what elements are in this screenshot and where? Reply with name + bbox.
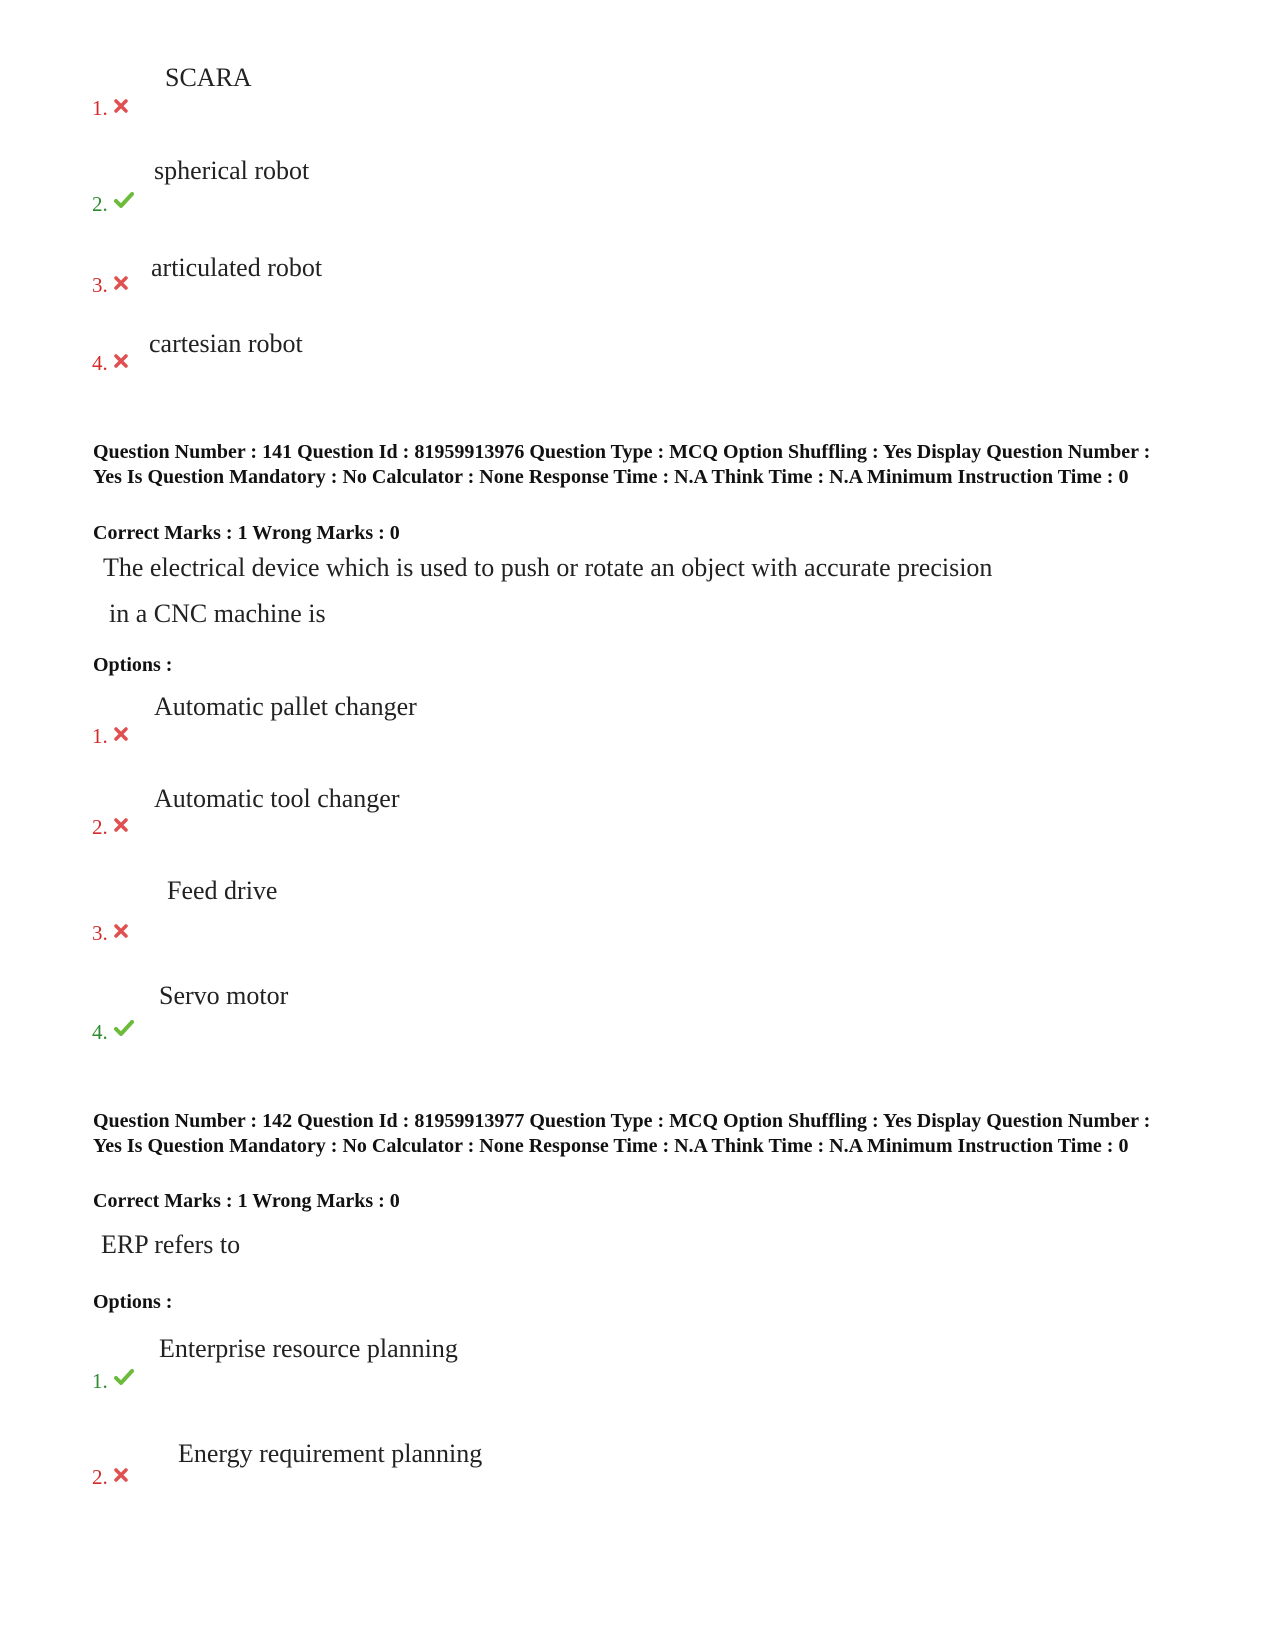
option-text: SCARA — [165, 63, 252, 92]
question-marks: Correct Marks : 1 Wrong Marks : 0 — [93, 1190, 400, 1212]
option-number: 2. — [92, 191, 134, 216]
cross-icon — [114, 727, 128, 741]
question-meta: Question Number : 141 Question Id : 81959913976 Question Type : MCQ Option Shuffling : Yes Display Question Number : Yes Is Question Mandatory : No Calculator : None Response Time : N.A Think Time : N.A Minimum Instruction Time : 0 — [93, 441, 1151, 488]
question-text: ERP refers to — [101, 1230, 241, 1259]
check-icon — [114, 191, 134, 209]
options-label: Options : — [93, 654, 173, 676]
check-icon — [114, 1368, 134, 1386]
option-number: 1. — [92, 724, 128, 748]
option-number: 1. — [92, 1368, 134, 1393]
question-marks: Correct Marks : 1 Wrong Marks : 0 — [93, 522, 400, 544]
option-number: 2. — [92, 1465, 128, 1489]
option-text: Automatic pallet changer — [154, 692, 417, 721]
option-text: cartesian robot — [149, 329, 303, 358]
question-text: in a CNC machine is — [109, 599, 326, 628]
cross-icon — [114, 818, 128, 832]
option-text: Enterprise resource planning — [159, 1334, 458, 1363]
option-number: 4. — [92, 351, 128, 375]
options-label: Options : — [93, 1291, 173, 1313]
option-number: 1. — [92, 96, 128, 120]
option-number: 3. — [92, 273, 128, 297]
cross-icon — [114, 924, 128, 938]
option-number: 3. — [92, 921, 128, 945]
question-meta: Question Number : 142 Question Id : 81959913977 Question Type : MCQ Option Shuffling : Yes Display Question Number : Yes Is Question Mandatory : No Calculator : None Response Time : N.A Think Time : N.A Minimum Instruction Time : 0 — [93, 1110, 1151, 1157]
cross-icon — [114, 99, 128, 113]
option-text: Servo motor — [159, 981, 289, 1010]
cross-icon — [114, 354, 128, 368]
question-text: The electrical device which is used to push or rotate an object with accurate precision — [103, 553, 993, 582]
option-text: Energy requirement planning — [178, 1439, 483, 1468]
cross-icon — [114, 1468, 128, 1482]
option-text: Automatic tool changer — [154, 784, 400, 813]
check-icon — [114, 1019, 134, 1037]
option-number: 2. — [92, 815, 128, 839]
option-number: 4. — [92, 1019, 134, 1044]
cross-icon — [114, 276, 128, 290]
option-text: articulated robot — [151, 253, 323, 282]
option-text: spherical robot — [154, 156, 310, 185]
option-text: Feed drive — [167, 876, 278, 905]
